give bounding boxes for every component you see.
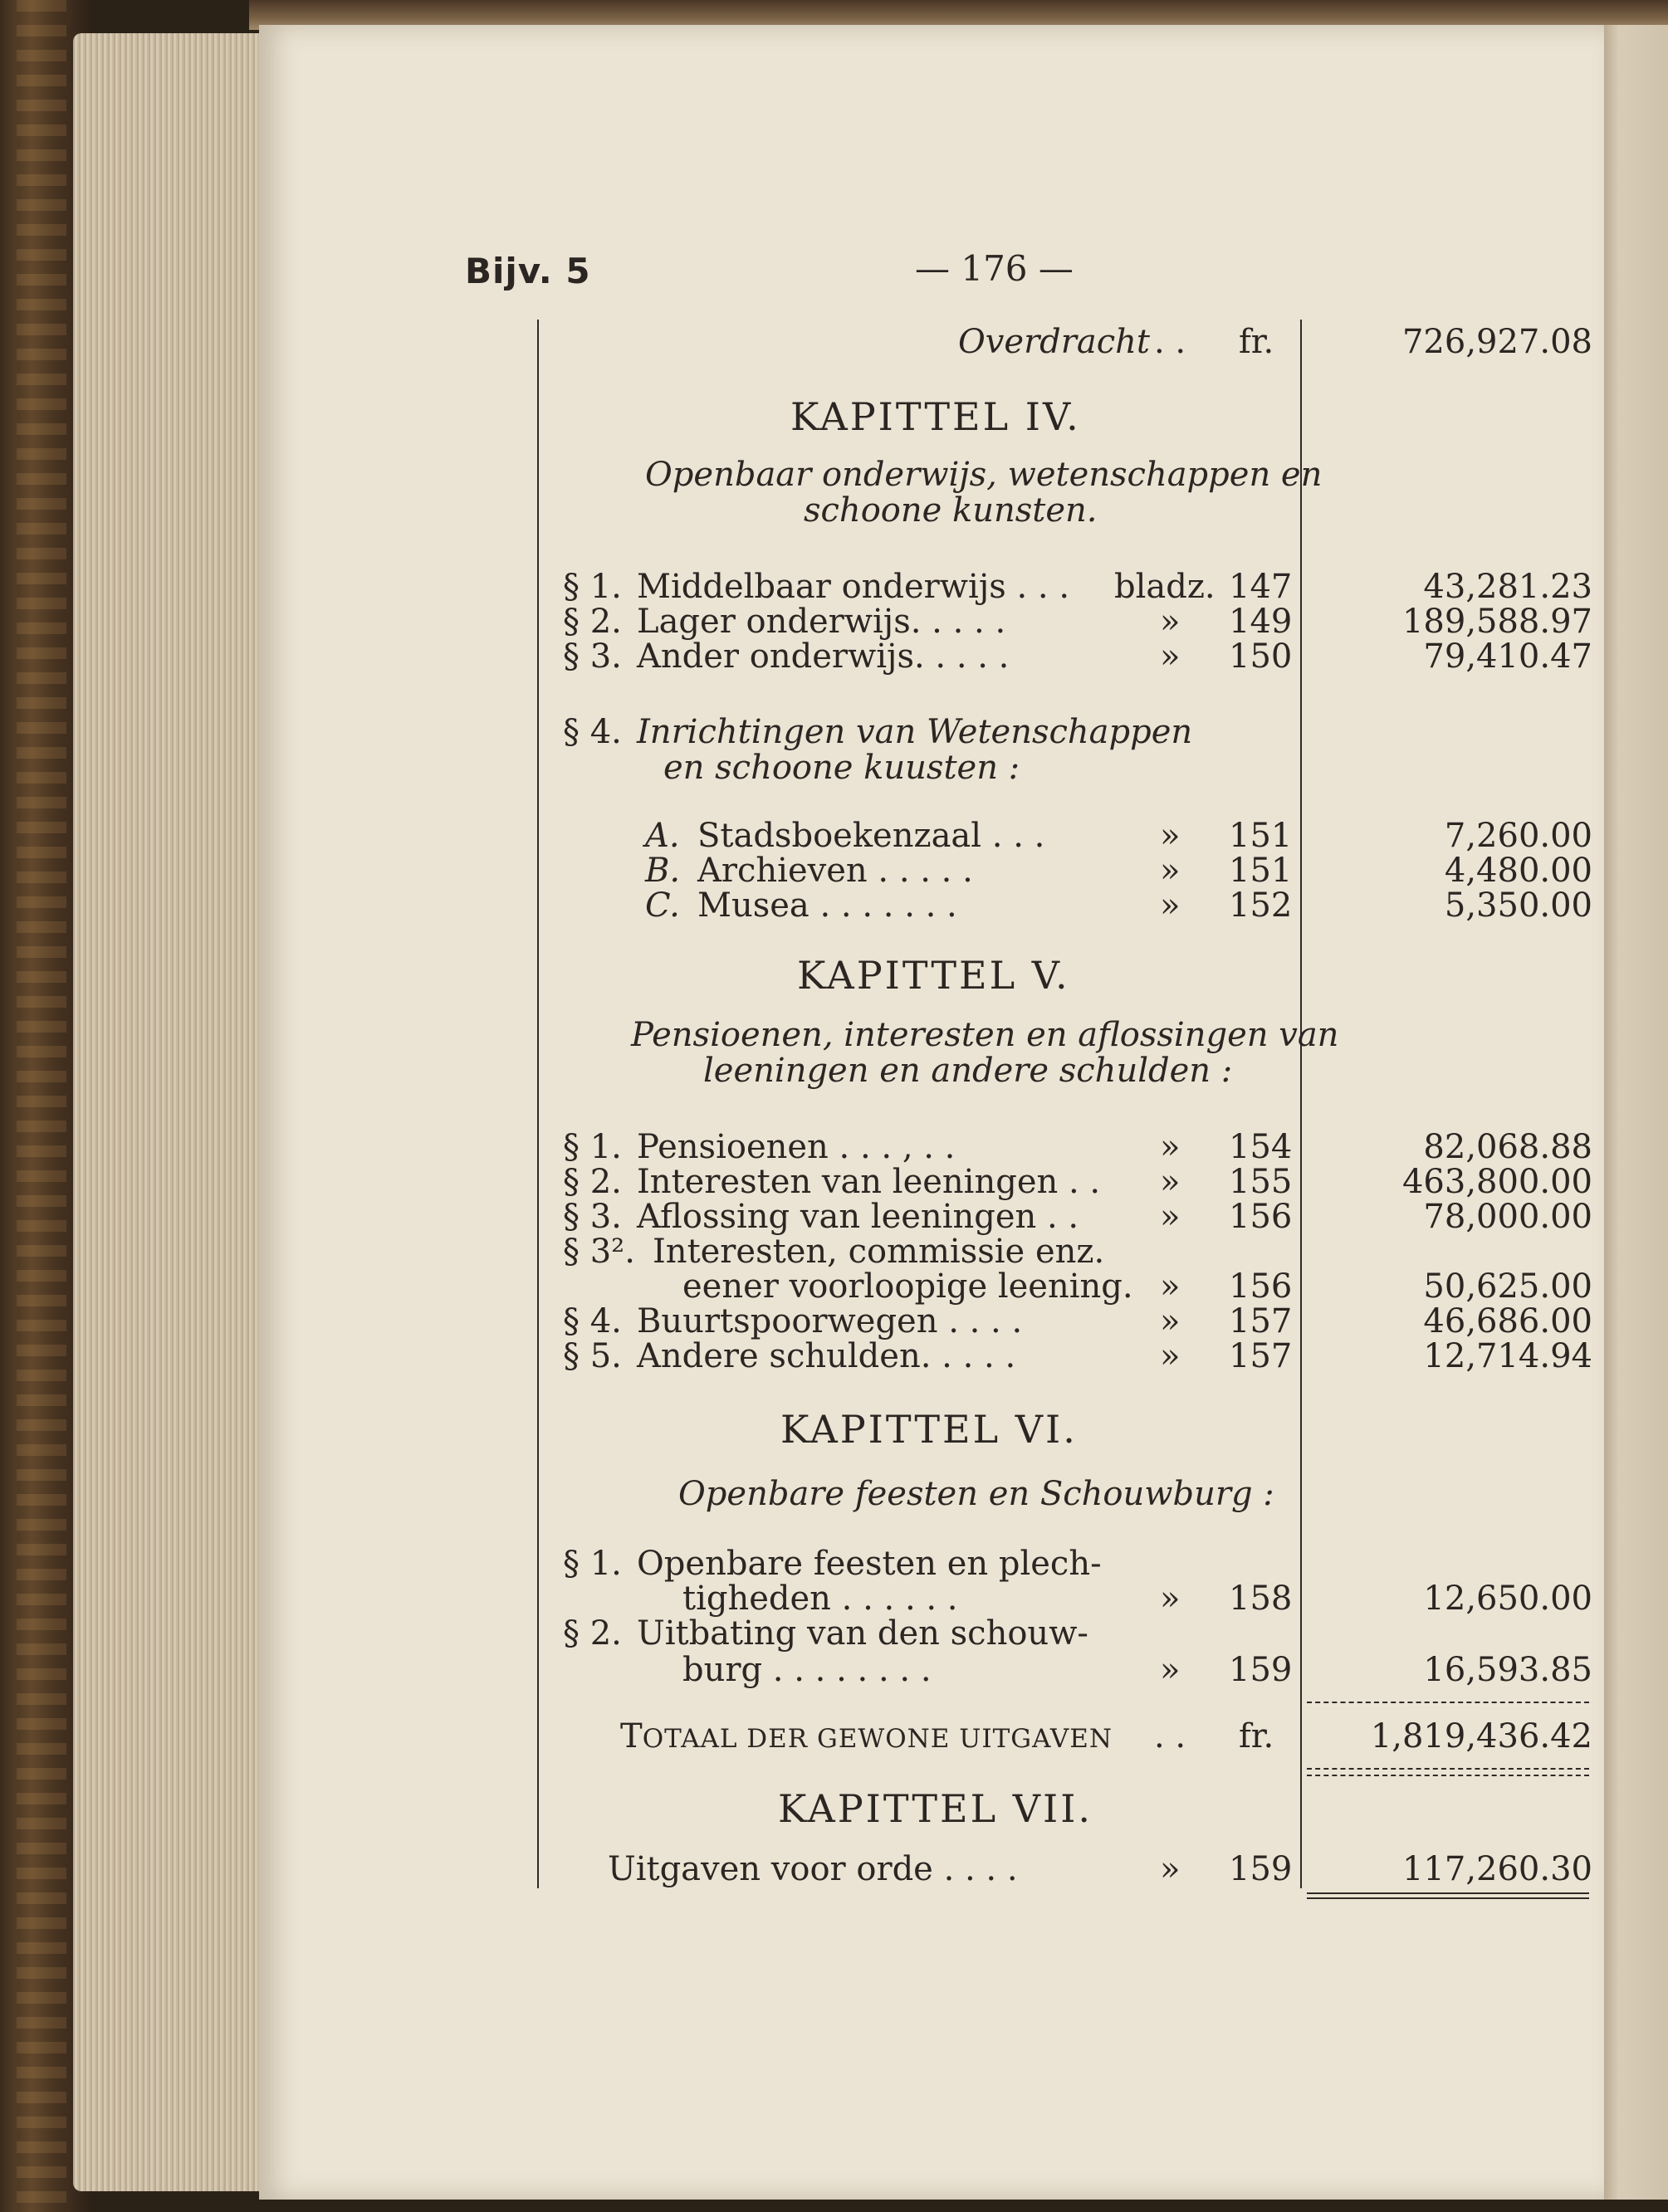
item-amount: 43,281.23 xyxy=(1423,568,1592,606)
left-column-rule xyxy=(537,320,539,1888)
section-4-number: § 4. xyxy=(563,713,622,751)
sub-item-amount: 5,350.00 xyxy=(1444,886,1592,925)
page-number: — 176 — xyxy=(915,248,1074,289)
chapter-vii-item-amount: 117,260.30 xyxy=(1401,1850,1592,1888)
section-number: § 2. xyxy=(563,1163,622,1201)
item-label-1: Openbare feesten en plech- xyxy=(637,1545,1102,1583)
item-label: Ander onderwijs. . . . . xyxy=(637,637,1010,676)
item-label: Middelbaar onderwijs . . . xyxy=(637,568,1070,606)
section-number: § 3. xyxy=(563,637,622,676)
item-page: 155 xyxy=(1229,1163,1293,1201)
item-label-2: tigheden . . . . . . xyxy=(682,1580,958,1618)
volume-mark: Bijv. 5 xyxy=(465,251,591,291)
section-number: § 1. xyxy=(563,1545,622,1583)
item-amount: 189,588.97 xyxy=(1401,603,1592,641)
chapter-vii-item-ref: » xyxy=(1160,1850,1181,1888)
chapter-iv-subtitle-1: Openbaar onderwijs, wetenschappen en xyxy=(645,456,1323,494)
item-amount: 16,593.85 xyxy=(1423,1651,1592,1689)
total-amount: 1,819,436.42 xyxy=(1370,1717,1592,1755)
item-ref: » xyxy=(1160,637,1181,676)
item-ref: » xyxy=(1160,1337,1181,1375)
sub-item-ref: » xyxy=(1160,886,1181,925)
chapter-iv-title: KAPITTEL IV. xyxy=(790,394,1081,439)
item-page: 154 xyxy=(1229,1128,1293,1166)
sub-item-page: 151 xyxy=(1229,852,1293,890)
item-label: Andere schulden. . . . . xyxy=(637,1337,1016,1375)
item-page: 156 xyxy=(1229,1267,1293,1306)
chapter-vii-title: KAPITTEL VII. xyxy=(778,1786,1093,1831)
item-amount: 12,714.94 xyxy=(1423,1337,1592,1375)
amount-column-rule xyxy=(1300,320,1302,1888)
sub-item-letter: C. xyxy=(645,886,680,925)
section-4-title-2: en schoone kuusten : xyxy=(663,749,1020,787)
item-label: Buurtspoorwegen . . . . xyxy=(637,1302,1023,1340)
item-ref: » xyxy=(1160,603,1181,641)
item-page: 156 xyxy=(1229,1198,1293,1236)
item-ref: » xyxy=(1160,1302,1181,1340)
chapter-v-title: KAPITTEL V. xyxy=(797,953,1070,998)
item-label: Lager onderwijs. . . . . xyxy=(637,603,1006,641)
item-page: 157 xyxy=(1229,1302,1293,1340)
carry-unit: fr. xyxy=(1239,323,1274,361)
item-ref: » xyxy=(1160,1128,1181,1166)
document-page xyxy=(259,25,1604,2200)
item-ref: » xyxy=(1160,1198,1181,1236)
item-label: Pensioenen . . . , . . xyxy=(637,1128,956,1166)
item-ref: » xyxy=(1160,1163,1181,1201)
sub-item-ref: » xyxy=(1160,852,1181,890)
sub-item-label: Stadsboekenzaal . . . xyxy=(697,817,1045,855)
total-initial: T xyxy=(620,1717,643,1755)
item-label: Aflossing van leeningen . . xyxy=(637,1198,1079,1236)
carry-label: Overdracht xyxy=(958,323,1150,361)
total-label xyxy=(620,1718,1113,1757)
chapter-vii-item-label: Uitgaven voor orde . . . . xyxy=(608,1850,1018,1888)
item-page: 150 xyxy=(1229,637,1293,676)
section-number: § 1. xyxy=(563,1128,622,1166)
section-number: § 2. xyxy=(563,1614,622,1653)
item-page: 149 xyxy=(1229,603,1293,641)
item-amount: 82,068.88 xyxy=(1423,1128,1592,1166)
section-number: § 4. xyxy=(563,1302,622,1340)
item-page: 159 xyxy=(1229,1651,1293,1689)
sub-item-label: Archieven . . . . . xyxy=(697,852,973,890)
section-number: § 5. xyxy=(563,1337,622,1375)
item-page: 157 xyxy=(1229,1337,1293,1375)
chapter-v-subtitle-1: Pensioenen, interesten en aflossingen van xyxy=(631,1016,1339,1054)
item-ref: » xyxy=(1160,1651,1181,1689)
sub-item-ref: » xyxy=(1160,817,1181,855)
carry-dots: . . xyxy=(1154,323,1186,361)
item-label: Interesten van leeningen . . xyxy=(637,1163,1101,1201)
item-page: 147 xyxy=(1229,568,1293,606)
total-dots: . . xyxy=(1154,1717,1186,1755)
page-stack-edge xyxy=(73,33,264,2191)
item-amount: 463,800.00 xyxy=(1401,1163,1592,1201)
item-ref: bladz. xyxy=(1114,568,1216,606)
chapter-vi-title: KAPITTEL VI. xyxy=(780,1407,1078,1452)
final-double-rule xyxy=(1307,1892,1589,1899)
facing-page-edge xyxy=(1602,25,1668,2200)
item-ref: » xyxy=(1160,1267,1181,1306)
sub-item-amount: 7,260.00 xyxy=(1444,817,1592,855)
chapter-v-subtitle-2: leeningen en andere schulden : xyxy=(703,1052,1233,1090)
carry-amount: 726,927.08 xyxy=(1401,323,1592,361)
chapter-vii-item-page: 159 xyxy=(1229,1850,1293,1888)
section-number: § 3². xyxy=(563,1233,635,1271)
sub-item-label: Musea . . . . . . . xyxy=(697,886,957,925)
total-unit: fr. xyxy=(1239,1717,1274,1755)
sub-item-letter: B. xyxy=(645,852,681,890)
item-page: 158 xyxy=(1229,1580,1293,1618)
item-amount: 50,625.00 xyxy=(1423,1267,1592,1306)
item-label-1: Uitbating van den schouw- xyxy=(637,1614,1088,1653)
subtotal-rule xyxy=(1307,1702,1589,1703)
total-double-rule xyxy=(1307,1768,1589,1776)
item-label: Interesten, commissie enz. xyxy=(653,1233,1105,1271)
item-amount: 12,650.00 xyxy=(1423,1580,1592,1618)
chapter-vi-subtitle: Openbare feesten en Schouwburg : xyxy=(678,1475,1274,1513)
item-amount: 78,000.00 xyxy=(1423,1198,1592,1236)
sub-item-page: 152 xyxy=(1229,886,1293,925)
sub-item-amount: 4,480.00 xyxy=(1444,852,1592,890)
item-ref: » xyxy=(1160,1580,1181,1618)
chapter-iv-subtitle-2: schoone kunsten. xyxy=(804,491,1098,530)
section-number: § 2. xyxy=(563,603,622,641)
item-label-2: burg . . . . . . . . xyxy=(682,1651,932,1689)
total-label-rest: OTAAL DER GEWONE UITGAVEN xyxy=(642,1724,1113,1754)
sub-item-page: 151 xyxy=(1229,817,1293,855)
item-label: eener voorloopige leening. xyxy=(682,1267,1133,1306)
item-amount: 79,410.47 xyxy=(1423,637,1592,676)
section-number: § 3. xyxy=(563,1198,622,1236)
section-number: § 1. xyxy=(563,568,622,606)
section-4-title-1: Inrichtingen van Wetenschappen xyxy=(637,713,1193,751)
item-amount: 46,686.00 xyxy=(1423,1302,1592,1340)
sub-item-letter: A. xyxy=(645,817,680,855)
